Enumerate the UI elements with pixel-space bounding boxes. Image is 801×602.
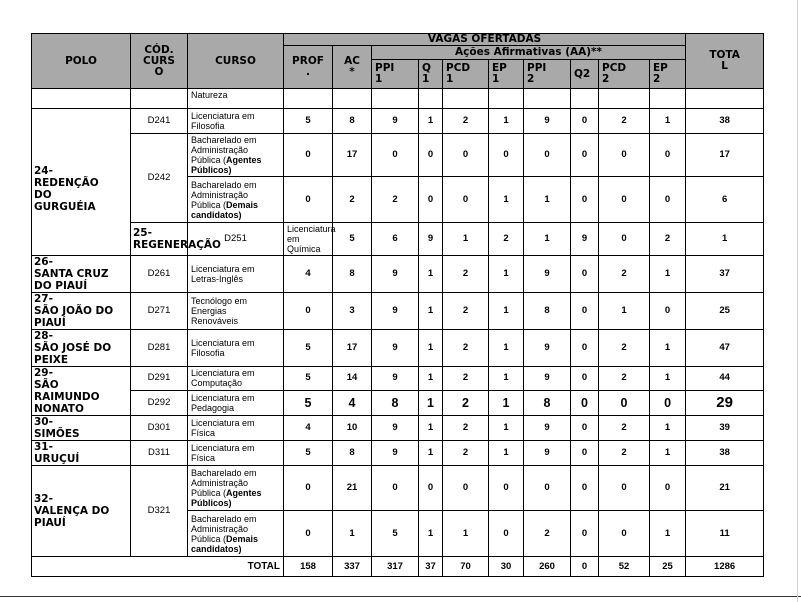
value-cell: 9 [524,109,571,134]
value-cell: 0 [571,109,599,134]
total-cell: 21 [686,466,764,511]
header-cod-curso: CÓD. CURS O [131,34,188,89]
value-cell: 0 [284,466,333,511]
value-cell: 1 [650,511,686,557]
value-cell: 0 [650,466,686,511]
value-cell: 1 [489,416,524,441]
curso-cell: Tecnólogo em Energias Renováveis [188,293,284,330]
value-cell: 0 [372,466,419,511]
table-row [32,134,764,177]
value-cell: 9 [524,330,571,367]
header-acoes-afirmativas: Ações Afirmativas (AA)** [372,46,686,60]
total-value-cell: 337 [333,557,372,577]
value-cell: 0 [571,293,599,330]
curso-cell: Licenciatura em Letras-Inglês [188,256,284,293]
value-cell: 1 [489,109,524,134]
curso-cell: Licenciatura em Física [188,416,284,441]
value-cell: 0 [650,293,686,330]
value-cell: 0 [571,330,599,367]
value-cell: 8 [372,390,419,415]
value-cell: 9 [372,256,419,293]
value-cell: 1 [419,109,443,134]
grand-total-cell: 1286 [686,557,764,577]
value-cell: 4 [284,416,333,441]
polo-24: 24- REDENÇÃO DO GURGUÉIA [32,109,131,256]
header-q2: Q2 [571,60,599,89]
value-cell: 9 [372,293,419,330]
value-cell: 10 [333,416,372,441]
value-cell: 2 [650,223,686,256]
total-value-cell: 260 [524,557,571,577]
value-cell: 0 [571,134,599,177]
polo-26: 26- SANTA CRUZ DO PIAUÍ [32,256,131,293]
curso-cell: Licenciatura em Filosofia [188,330,284,367]
table-row [32,416,764,441]
total-label: TOTAL [32,557,284,577]
value-cell: 1 [524,223,571,256]
polo-27: 27- SÃO JOÃO DO PIAUÍ [32,293,131,330]
value-cell: 1 [419,330,443,367]
table-row [32,390,764,415]
value-cell: 0 [650,390,686,415]
cod-cell: D241 [131,109,188,134]
total-value-cell: 0 [571,557,599,577]
table-row [32,109,764,134]
value-cell: 8 [333,441,372,466]
value-cell: 17 [333,134,372,177]
value-cell: 1 [650,330,686,367]
value-cell: 0 [599,134,650,177]
value-cell: 0 [419,134,443,177]
total-cell: 6 [686,177,764,223]
polo-30: 30- SIMÕES [32,416,131,441]
value-cell: 9 [571,223,599,256]
value-cell: 2 [443,390,489,415]
value-cell: 5 [284,390,333,415]
value-cell: 3 [333,293,372,330]
value-cell: 1 [489,390,524,415]
cod-cell: D301 [131,416,188,441]
curso-cell: Licenciatura em Física [188,441,284,466]
value-cell: 0 [599,466,650,511]
value-cell: 8 [524,390,571,415]
header-prof: PROF . [284,46,333,89]
value-cell: 0 [284,134,333,177]
value-cell: 9 [372,367,419,391]
value-cell: 2 [443,256,489,293]
value-cell: 5 [284,109,333,134]
value-cell: 9 [524,416,571,441]
value-cell: 0 [650,177,686,223]
value-cell: 2 [372,177,419,223]
total-value-cell: 25 [650,557,686,577]
value-cell: 1 [650,416,686,441]
value-cell: 1 [333,511,372,557]
value-cell: 2 [333,177,372,223]
value-cell: 8 [333,256,372,293]
value-cell: 1 [489,177,524,223]
value-cell: 0 [571,367,599,391]
value-cell: 4 [284,256,333,293]
value-cell: 9 [419,223,443,256]
header-ep1: EP 1 [489,60,524,89]
value-cell: 0 [489,466,524,511]
value-cell: 2 [599,367,650,391]
total-cell: 37 [686,256,764,293]
cod-cell: D261 [131,256,188,293]
header-ppi1: PPI 1 [372,60,419,89]
value-cell: 5 [333,223,372,256]
value-cell: 0 [650,134,686,177]
header-ac: AC * [333,46,372,89]
value-cell: 2 [599,109,650,134]
polo-28: 28- SÃO JOSÉ DO PEIXE [32,330,131,367]
value-cell: 2 [599,441,650,466]
cod-cell: D291 [131,367,188,391]
header-q1: Q 1 [419,60,443,89]
cod-cell: D292 [131,390,188,415]
value-cell: 1 [650,441,686,466]
value-cell: 1 [419,441,443,466]
header-polo: POLO [32,34,131,89]
total-value-cell: 30 [489,557,524,577]
value-cell: 21 [333,466,372,511]
value-cell: 5 [284,441,333,466]
header-vagas-ofertadas: VAGAS OFERTADAS [284,34,686,46]
curso-cell: Licenciatura em Pedagogia [188,390,284,415]
value-cell: 0 [284,511,333,557]
value-cell: 5 [284,330,333,367]
value-cell: 0 [443,177,489,223]
table-row [32,89,764,109]
value-cell: 0 [571,511,599,557]
value-cell: 0 [571,441,599,466]
polo-31: 31- URUÇUÍ [32,441,131,466]
value-cell: 0 [599,390,650,415]
value-cell: 1 [599,293,650,330]
value-cell: 1 [650,367,686,391]
cod-cell: D321 [131,466,188,557]
value-cell: 2 [443,416,489,441]
table-row [32,330,764,367]
header-pcd2: PCD 2 [599,60,650,89]
total-cell: 39 [686,416,764,441]
table-row [32,367,764,391]
curso-cell: Licenciatura em Filosofia [188,109,284,134]
value-cell: 2 [489,223,524,256]
polo-32: 32- VALENÇA DO PIAUÍ [32,466,131,557]
cod-cell: D311 [131,441,188,466]
value-cell: 1 [419,256,443,293]
value-cell: 9 [372,416,419,441]
total-cell: 25 [686,293,764,330]
value-cell: 17 [333,330,372,367]
polo-25: 25- REGENERAÇÃO [131,223,188,256]
total-value-cell: 52 [599,557,650,577]
value-cell: 0 [599,223,650,256]
total-cell: 29 [686,390,764,415]
page-right-border [797,0,798,602]
header-pcd1: PCD 1 [443,60,489,89]
curso-cell: Licenciatura em Química [284,223,333,256]
value-cell: 0 [571,177,599,223]
table-row [32,293,764,330]
value-cell: 1 [489,330,524,367]
value-cell: 1 [489,367,524,391]
value-cell: 0 [284,177,333,223]
value-cell: 2 [524,511,571,557]
total-cell: 17 [686,134,764,177]
value-cell: 0 [489,511,524,557]
value-cell: 0 [571,390,599,415]
table-row [32,223,764,256]
value-cell: 4 [333,390,372,415]
value-cell: 9 [372,441,419,466]
value-cell: 0 [524,134,571,177]
polo-29: 29- SÃO RAIMUNDO NONATO [32,367,131,416]
value-cell: 0 [419,177,443,223]
value-cell: 0 [524,466,571,511]
table-row [32,256,764,293]
value-cell: 2 [443,293,489,330]
table-row [32,466,764,511]
value-cell: 9 [524,367,571,391]
curso-cell: Bacharelado em Administração Pública (Agentes Públicos) [188,134,284,177]
value-cell: 0 [599,177,650,223]
value-cell: 1 [524,177,571,223]
value-cell: 1 [419,416,443,441]
vagas-table [31,33,764,577]
value-cell: 2 [443,109,489,134]
header-total: TOTA L [686,34,764,89]
total-cell: 38 [686,109,764,134]
header-ppi2: PPI 2 [524,60,571,89]
total-cell: 38 [686,441,764,466]
value-cell: 14 [333,367,372,391]
page-bottom-border [0,596,801,597]
total-value-cell: 70 [443,557,489,577]
header-curso: CURSO [188,34,284,89]
value-cell: 9 [372,330,419,367]
value-cell: 0 [571,466,599,511]
value-cell: 0 [489,134,524,177]
value-cell: 2 [443,441,489,466]
cod-cell: D242 [131,134,188,223]
value-cell: 9 [524,256,571,293]
total-cell: 44 [686,367,764,391]
value-cell: 0 [372,134,419,177]
value-cell: 9 [524,441,571,466]
value-cell: 2 [599,416,650,441]
total-cell: 11 [686,511,764,557]
value-cell: 9 [372,109,419,134]
table-row [32,441,764,466]
total-cell: 47 [686,330,764,367]
curso-cell: Bacharelado em Administração Pública (Demais candidatos) [188,177,284,223]
value-cell: 0 [443,466,489,511]
curso-cell: Licenciatura em Computação [188,367,284,391]
value-cell: 1 [419,293,443,330]
total-value-cell: 158 [284,557,333,577]
value-cell: 0 [419,466,443,511]
value-cell: 1 [419,390,443,415]
cod-cell: D281 [131,330,188,367]
value-cell: 0 [571,256,599,293]
value-cell: 5 [284,367,333,391]
value-cell: 6 [372,223,419,256]
value-cell: 2 [443,330,489,367]
value-cell: 1 [489,441,524,466]
value-cell: 0 [599,511,650,557]
curso-cell: Natureza [188,89,284,109]
value-cell: 1 [686,223,764,256]
total-value-cell: 317 [372,557,419,577]
value-cell: 0 [443,134,489,177]
value-cell: 2 [599,330,650,367]
value-cell: 1 [650,256,686,293]
value-cell: 1 [443,511,489,557]
total-row [32,557,764,577]
value-cell: 1 [650,109,686,134]
value-cell: 1 [419,511,443,557]
value-cell: 1 [489,256,524,293]
value-cell: 1 [419,367,443,391]
value-cell: 8 [524,293,571,330]
value-cell: 5 [372,511,419,557]
header-ep2: EP 2 [650,60,686,89]
value-cell: 2 [599,256,650,293]
value-cell: 0 [571,416,599,441]
value-cell: 2 [443,367,489,391]
value-cell: 8 [333,109,372,134]
value-cell: 1 [443,223,489,256]
curso-cell: Bacharelado em Administração Pública (Agentes Públicos) [188,466,284,511]
curso-cell: Bacharelado em Administração Pública (Demais candidatos) [188,511,284,557]
total-value-cell: 37 [419,557,443,577]
cod-cell: D251 [188,223,284,256]
value-cell: 1 [489,293,524,330]
value-cell: 0 [284,293,333,330]
cod-cell: D271 [131,293,188,330]
